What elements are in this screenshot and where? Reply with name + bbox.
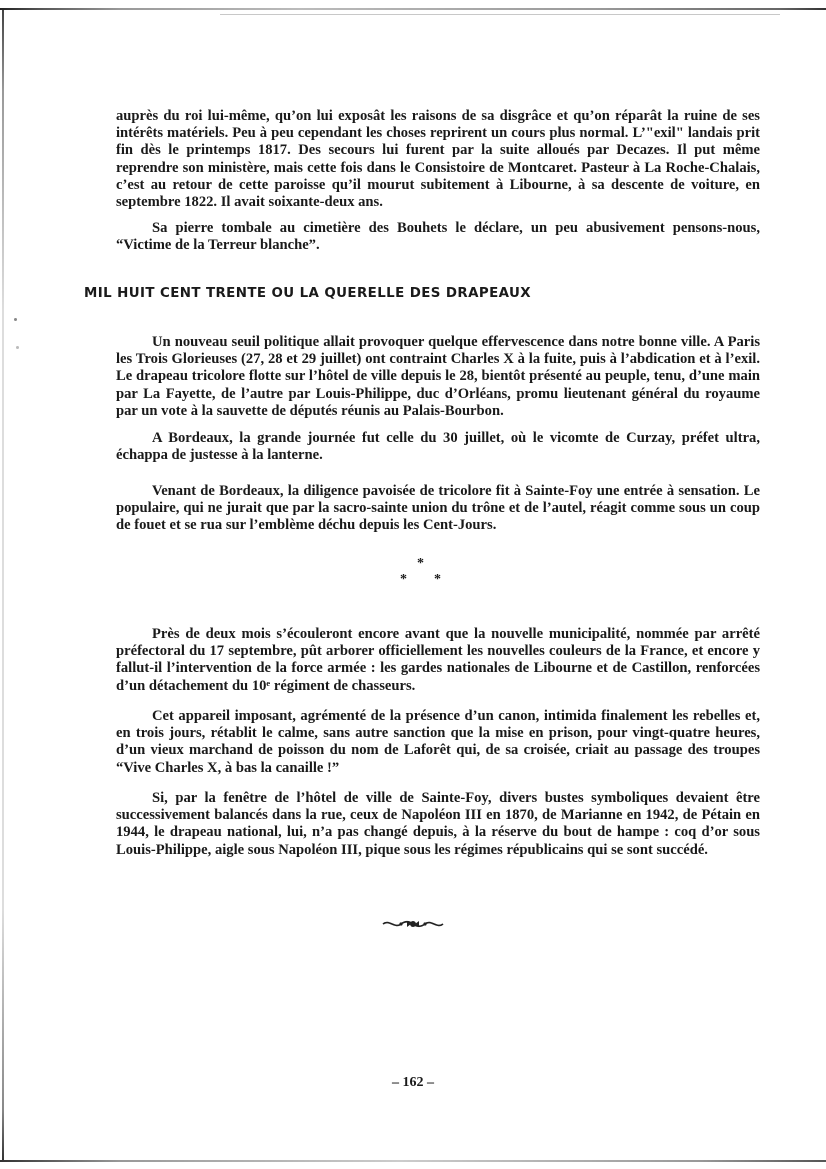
asterism-star: * xyxy=(417,556,424,571)
floral-ornament-icon xyxy=(381,918,445,930)
paragraph-bordeaux: A Bordeaux, la grande journée fut celle du 30 juillet, où le vicomte de Curzay, préfet ultra, échappa de justesse à la lanterne. xyxy=(116,430,760,464)
paragraph-diligence: Venant de Bordeaux, la diligence pavoisée de tricolore fit à Sainte-Foy une entrée à sensation. Le populaire, qui ne jurait que par la sacro-sainte union du trône et de l’autel, réagit comme sous un coup de fouet et se rua sur l’emblème déchu depuis les Cent-Jours. xyxy=(116,483,760,534)
paragraph-tombstone: Sa pierre tombale au cimetière des Bouhets le déclare, un peu abusivement pensons-nous, “Victime de la Terreur blanche”. xyxy=(116,220,760,254)
scan-border-bottom xyxy=(0,1160,826,1162)
scan-border-top xyxy=(0,8,826,10)
margin-speck xyxy=(16,346,19,349)
asterism-star: * xyxy=(434,572,441,587)
page-number: – 162 – xyxy=(392,1075,434,1090)
paragraph-municipalite: Près de deux mois s’écouleront encore avant que la nouvelle municipalité, nommée par arrêté préfectoral du 17 septembre, pût arborer officiellement les nouvelles couleurs de la France, et encore y fallut-il l’intervention de la force armée : les gardes nationales de Libourne et de Castillon, renforcées d’un détachement du 10ᵉ régiment de chasseurs. xyxy=(116,626,760,694)
paragraph-appareil: Cet appareil imposant, agrémenté de la présence d’un canon, intimida finalement les rebelles et, en trois jours, rétablit le calme, sans autre sanction que la mise en prison, pour vingt-quatre heures, d’un vieux marchand de poisson du nom de Laforêt qui, de sa croisée, criait au passage des troupes “Vive Charles X, à bas la canaille !” xyxy=(116,708,760,776)
paragraph-trois-glorieuses: Un nouveau seuil politique allait provoquer quelque effervescence dans notre bonne ville. A Paris les Trois Glorieuses (27, 28 et 29 juillet) ont contraint Charles X à la fuite, puis à l’abdication et à l’exil. Le drapeau tricolore flotte sur l’hôtel de ville depuis le 28, bientôt présenté au peuple, tenu, d’une main par La Fayette, de l’autre par Louis-Philippe, duc d’Orléans, promu lieutenant général du royaume par un vote à la sauvette de députés réunis au Palais-Bourbon. xyxy=(116,334,760,419)
asterism-star: * xyxy=(400,572,407,587)
paragraph-exile-end: auprès du roi lui-même, qu’on lui exposât les raisons de sa disgrâce et qu’on réparât la ruine de ses intérêts matériels. Peu à peu cependant les choses reprirent un cours plus normal. L’"exil" landais prit fin dès le printemps 1817. Des secours lui furent par la suite alloués par Decazes. Il put même reprendre son ministère, mais cette fois dans le Consistoire de Montcaret. Pasteur à La Roche-Chalais, c’est au retour de cette paroisse qu’il mourut subitement à Libourne, à sa descente de voiture, en septembre 1822. Il avait soixante-deux ans. xyxy=(116,108,760,211)
scan-border-top-faint xyxy=(220,14,780,15)
section-break-asterism xyxy=(380,556,460,592)
margin-speck xyxy=(14,318,17,321)
section-heading: MIL HUIT CENT TRENTE OU LA QUERELLE DES DRAPEAUX xyxy=(84,286,531,301)
scan-border-left xyxy=(2,10,4,1160)
paragraph-bustes: Si, par la fenêtre de l’hôtel de ville de Sainte-Foy, divers bustes symboliques devaient être successivement balancés dans la rue, ceux de Napoléon III en 1870, de Marianne en 1942, de Pétain en 1944, le drapeau national, lui, n’a pas changé depuis, à la réserve du bout de hampe : coq d’or sous Louis-Philippe, aigle sous Napoléon III, pique sous les régimes républicains qui se sont succédé. xyxy=(116,790,760,858)
